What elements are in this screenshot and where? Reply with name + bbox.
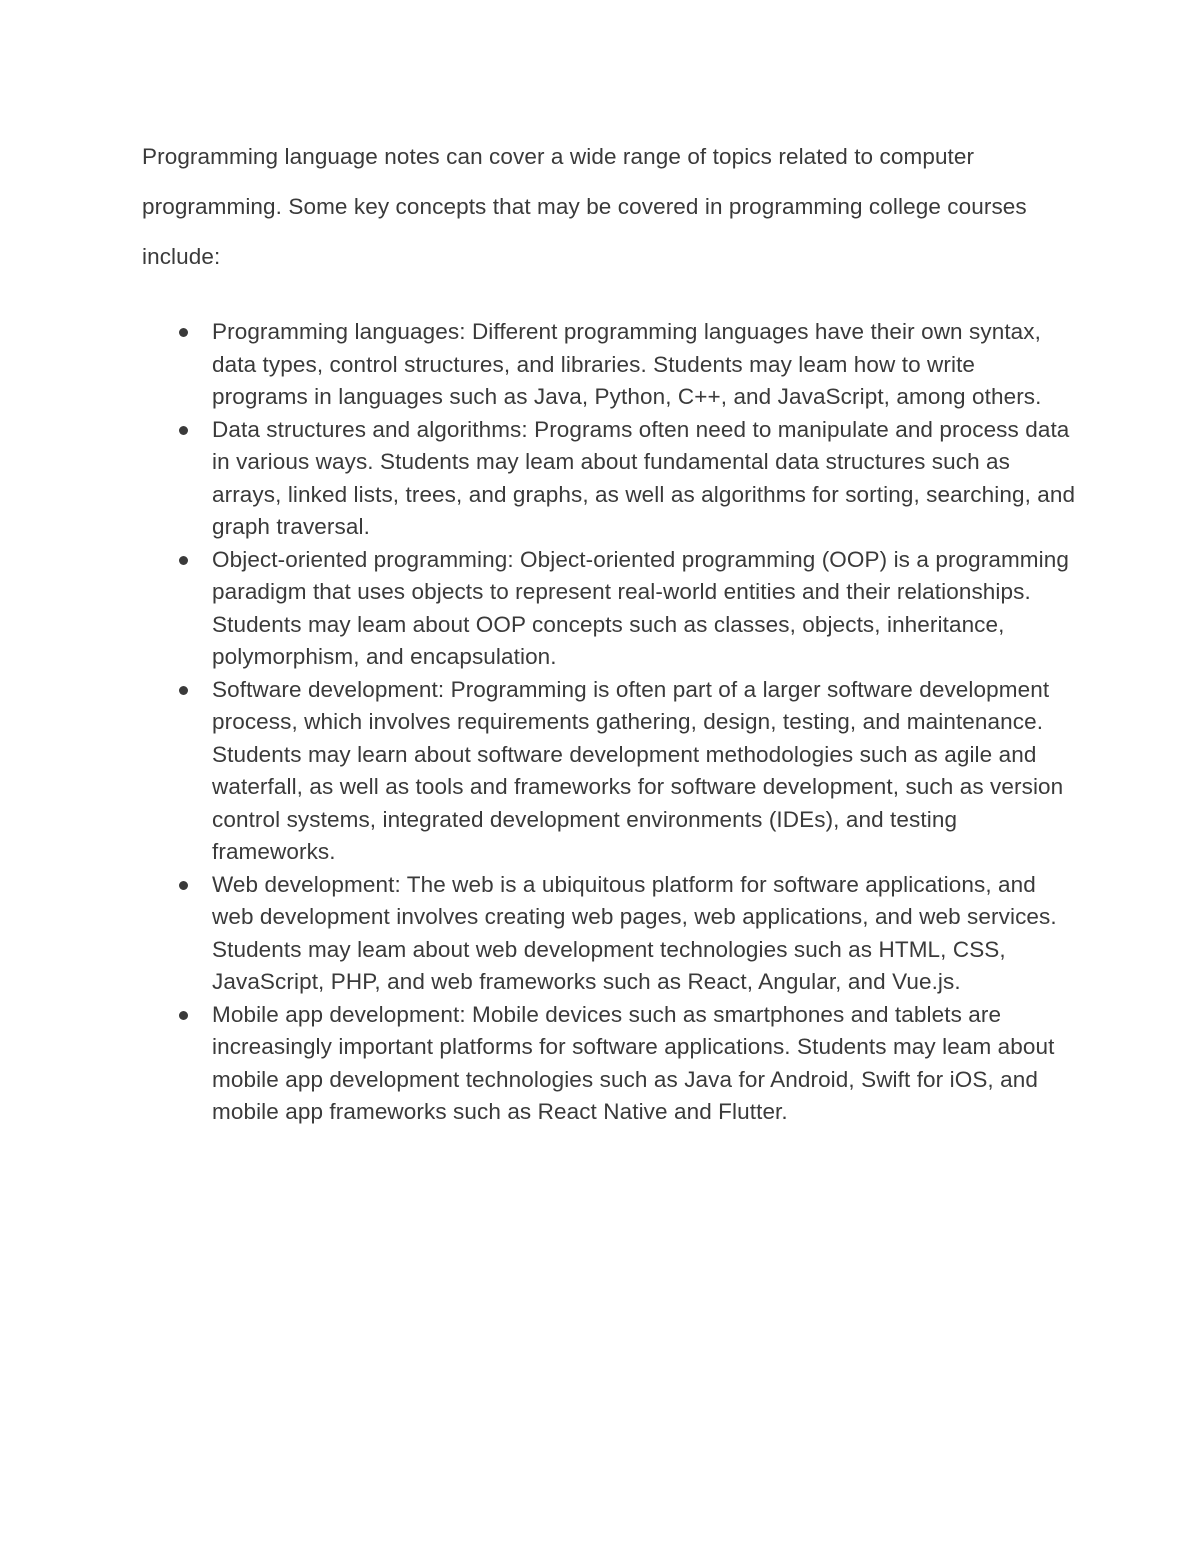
list-item-text: Programming languages: Different programming languages have their own syntax, data types, control structures, and libraries. Students may leam how to write programs in languages such as Java, Python, C++, and JavaScript, among others. — [212, 319, 1042, 409]
list-item — [176, 544, 1076, 674]
list-item-text: Software development: Programming is often part of a larger software development process, which involves requirements gathering, design, testing, and maintenance. Students may learn about software development methodologies such as agile and waterfall, as well as tools and frameworks for software development, such as version control systems, integrated development environments (IDEs), and testing frameworks. — [212, 676, 1064, 864]
bullet-icon — [179, 556, 188, 565]
list-item — [176, 999, 1076, 1129]
list-item-text: Data structures and algorithms: Programs often need to manipulate and process data in various ways. Students may leam about fundamental data structures such as arrays, linked lists, trees, and graphs, as well as algorithms for sorting, searching, and graph traversal. — [212, 416, 1076, 539]
bullet-icon — [179, 881, 188, 890]
list-item — [176, 869, 1076, 999]
list-item — [176, 414, 1076, 544]
list-item — [176, 674, 1076, 869]
intro-paragraph: Programming language notes can cover a wide range of topics related to computer programming. Some key concepts that may be covered in programming college courses include: — [142, 144, 1027, 269]
bullet-icon — [179, 1011, 188, 1020]
list-item-text: Mobile app development: Mobile devices such as smartphones and tablets are increasingly important platforms for software applications. Students may leam about mobile app development technologies such as Java for Android, Swift for iOS, and mobile app frameworks such as React Native and Flutter. — [212, 1001, 1055, 1124]
bullet-icon — [179, 328, 188, 337]
list-item-text: Web development: The web is a ubiquitous platform for software applications, and web development involves creating web pages, web applications, and web services. Students may leam about web development technologies such as HTML, CSS, JavaScript, PHP, and web frameworks such as React, Angular, and Vue.js. — [212, 871, 1057, 994]
list-item-text: Object-oriented programming: Object-oriented programming (OOP) is a programming paradigm that uses objects to represent real-world entities and their relationships. Students may leam about OOP concepts such as classes, objects, inheritance, polymorphism, and encapsulation. — [212, 546, 1069, 669]
list-item — [176, 316, 1076, 414]
topics-list — [176, 316, 1076, 1129]
bullet-icon — [179, 426, 188, 435]
bullet-icon — [179, 686, 188, 695]
